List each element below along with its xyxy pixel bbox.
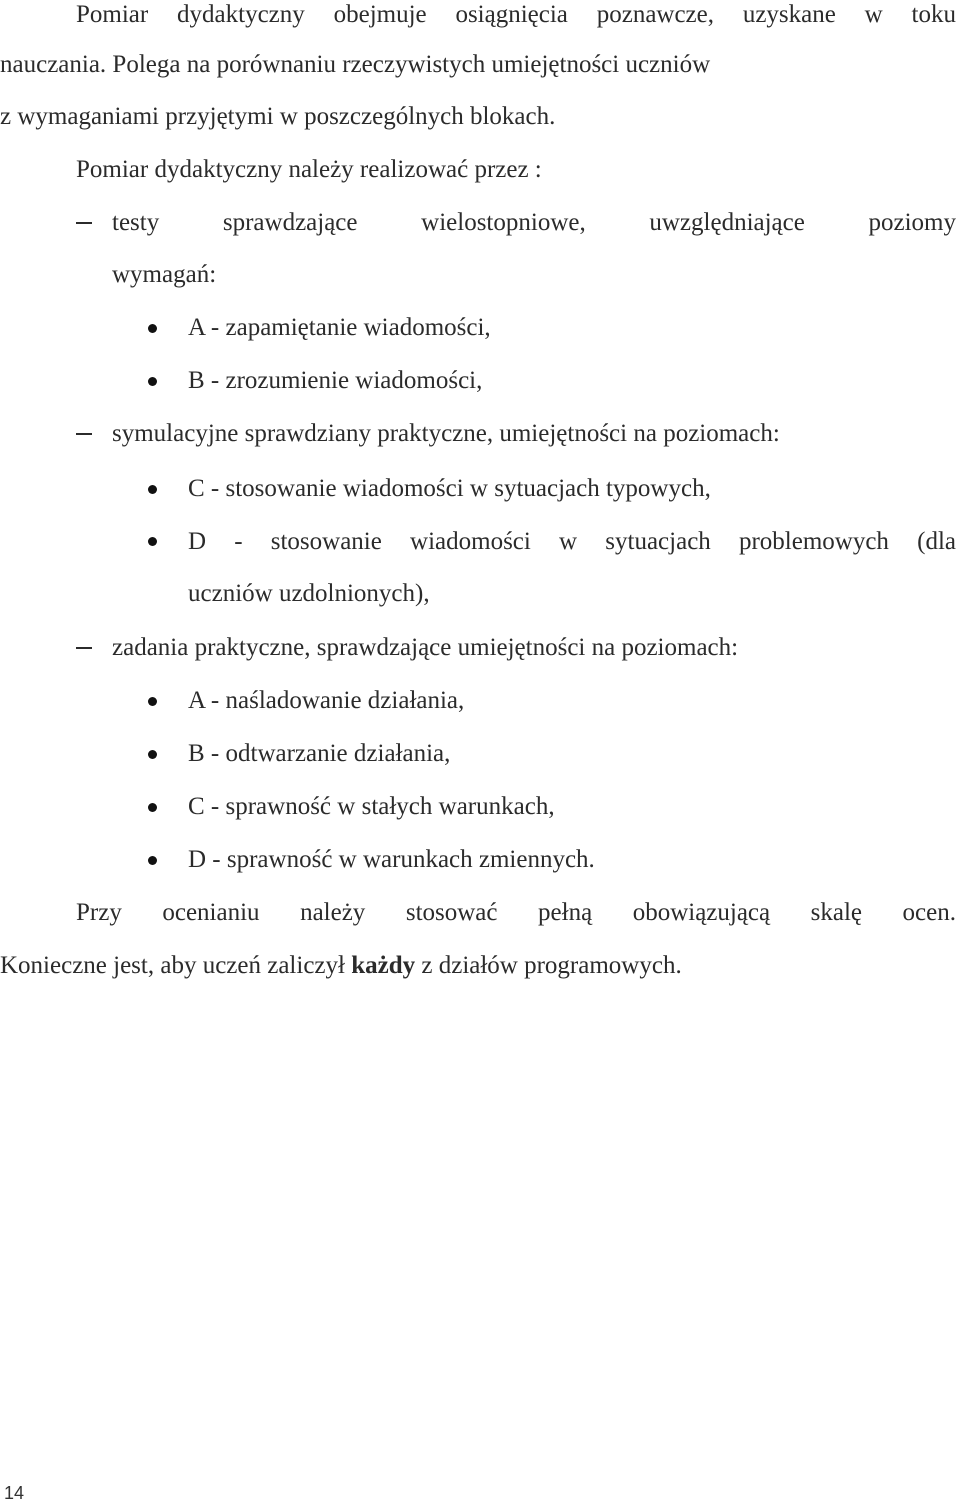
dash-bullet-icon [76, 647, 92, 649]
intro-line-2: nauczania. Polega na porównaniu rzeczywistych umiejętności uczniów [0, 51, 711, 78]
closing-emphasis: każdy [351, 952, 416, 979]
closing-line-2 [0, 951, 682, 981]
closing-line-2-end: z działów programowych. [415, 952, 682, 979]
group3-item-a: A - naśladowanie działania, [188, 687, 465, 714]
round-bullet-icon [148, 803, 157, 812]
dash-bullet-icon [76, 433, 92, 435]
group3-item-c: C - sprawność w stałych warunkach, [188, 793, 555, 820]
dash-bullet-icon [76, 222, 92, 224]
closing-line-2-start: Konieczne jest, aby uczeń zaliczył [0, 952, 352, 979]
group2-heading: symulacyjne sprawdziany praktyczne, umiejętności na poziomach: [112, 420, 780, 447]
group2-item-d-continued: uczniów uzdolnionych), [188, 580, 430, 607]
group3-heading: zadania praktyczne, sprawdzające umiejętności na poziomach: [112, 634, 739, 661]
intro-line-1: Pomiar dydaktyczny obejmuje osiągnięcia poznawcze, uzyskane w toku [76, 1, 956, 28]
round-bullet-icon [148, 750, 157, 759]
round-bullet-icon [148, 377, 157, 386]
group1-item-a: A - zapamiętanie wiadomości, [188, 314, 491, 341]
group2-item-d: D - stosowanie wiadomości w sytuacjach problemowych (dla [188, 528, 956, 555]
round-bullet-icon [148, 537, 157, 546]
round-bullet-icon [148, 856, 157, 865]
round-bullet-icon [148, 485, 157, 494]
group1-item-b: B - zrozumienie wiadomości, [188, 367, 483, 394]
group3-item-b: B - odtwarzanie działania, [188, 740, 451, 767]
round-bullet-icon [148, 324, 157, 333]
lead-paragraph: Pomiar dydaktyczny należy realizować przez : [76, 156, 542, 183]
group2-item-c: C - stosowanie wiadomości w sytuacjach typowych, [188, 475, 711, 502]
round-bullet-icon [148, 697, 157, 706]
page-number: 14 [4, 1483, 25, 1503]
group1-heading-line-2: wymagań: [112, 261, 217, 288]
group1-heading-line-1: testy sprawdzające wielostopniowe, uwzględniające poziomy [112, 209, 956, 236]
intro-line-3: z wymaganiami przyjętymi w poszczególnych blokach. [0, 103, 556, 130]
group3-item-d: D - sprawność w warunkach zmiennych. [188, 846, 595, 873]
closing-line-1: Przy ocenianiu należy stosować pełną obowiązującą skalę ocen. [76, 899, 956, 926]
